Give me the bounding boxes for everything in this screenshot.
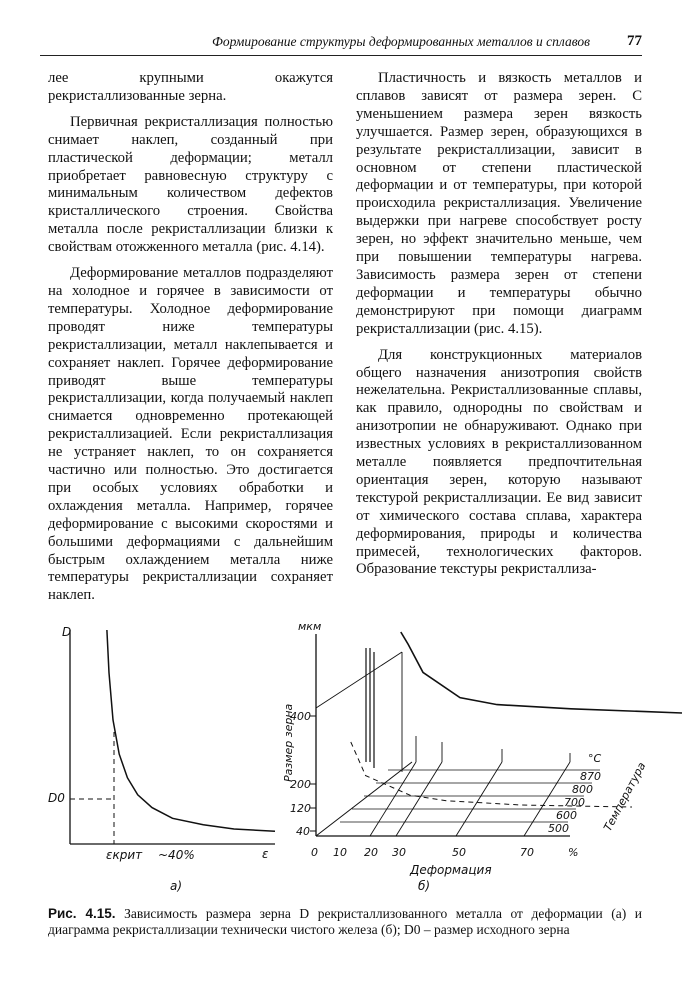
figure-svg: [40, 612, 649, 902]
panel-b-xtick: 10: [333, 846, 347, 859]
panel-b-depth-axis: [316, 762, 412, 836]
panel-b: [282, 620, 682, 893]
slice-line: [370, 762, 416, 836]
paragraph: лее крупными окажутся рекристаллизованные зерна.: [48, 70, 333, 104]
header-rule: [40, 55, 642, 56]
panel-b-ytick: 120: [290, 802, 311, 815]
panel-b-temp-unit: °C: [588, 752, 602, 765]
panel-b-xlabel: Деформация: [410, 863, 492, 877]
panel-a: [48, 625, 275, 893]
panel-b-curve-870: [401, 632, 682, 713]
slice-line: [316, 652, 402, 708]
panel-a-xmarker-40: ~40%: [158, 848, 195, 862]
panel-a-d0-label: D0: [48, 791, 65, 805]
panel-b-xtick: 50: [452, 846, 466, 859]
panel-b-xtick: 0: [311, 846, 318, 859]
panel-b-ytick: 40: [296, 825, 310, 838]
panel-b-xtick: 30: [392, 846, 406, 859]
paragraph: Для конструкционных материалов общего назначения анизотропия свойств нежелательна. Рекристаллизованные сплавы, как правило, однородны по свойствам и анизотропии не обнаруживают. Однако при известных условиях в рекристаллизованном металле появляется предпочтительная ориентация зерен, которую называют текстурой рекристаллизации. Ее вид зависит от химического состава сплава, характера деформирования, природы и количества примесей, технологических факторов. Образование текстуры рекристаллиза-: [356, 346, 642, 578]
paragraph: Первичная рекристаллизация полностью снимает наклеп, созданный при пластической деформации; металл приобретает равновесную структуру с минимальным количеством дефектов кристаллического строения. Свойства металла после рекристаллизации близки к свойствам отожженного металла (рис. 4.14).: [48, 113, 333, 256]
panel-b-temp-tick: 600: [556, 809, 577, 822]
panel-b-temp-label: Температура: [601, 760, 649, 834]
panel-b-deformation-slices: [316, 648, 570, 836]
paragraph: Деформирование металлов подразделяют на холодное и горячее в зависимости от температуры. Холодное деформирование проводят ниже температуры рекристаллизации, металл наклепывается и сохраняет наклеп. Горячее деформирование приводят выше температуры рекристаллизации, когда получаемый наклеп снимается одновременно протекающей рекристаллизацией. Если рекристаллизация не устраняет наклеп, то он сохраняется частично или полностью. Это достигается при особых условиях обработки и охлаждения металла. Например, горячее деформирование с высокими скоростями и большими деформациями с дальнейшим быстрым охлаждением металла ниже температуры рекристаллизации сохраняет наклеп.: [48, 265, 333, 604]
running-header: [40, 28, 642, 56]
panel-b-ytick: 400: [290, 710, 311, 723]
caption-text: Зависимость размера зерна D рекристаллизованного металла от деформации (а) и диаграмма рекристаллизации технически чистого железа (б); D0 – размер исходного зерна: [48, 906, 642, 937]
figure-caption: [48, 906, 642, 938]
panel-b-xtick: 20: [364, 846, 378, 859]
running-title: Формирование структуры деформированных металлов и сплавов: [212, 34, 590, 49]
panel-b-temp-tick: 700: [564, 796, 585, 809]
panel-b-label: б): [418, 879, 431, 893]
right-column: [356, 70, 642, 587]
panel-a-curve: [107, 630, 275, 831]
panel-a-ylabel: D: [62, 625, 72, 639]
left-column: [48, 70, 333, 613]
panel-a-xlabel: ε: [262, 847, 269, 861]
panel-b-ylabel: Размер зерна: [282, 703, 295, 782]
slice-line: [456, 762, 502, 836]
figure-4-15: [40, 612, 649, 902]
panel-a-xmarker-critical: εкрит: [106, 848, 143, 862]
panel-b-temp-tick: 800: [572, 783, 593, 796]
caption-label: Рис. 4.15.: [48, 906, 116, 921]
paragraph: Пластичность и вязкость металлов и сплавов зависят от размера зерен. С уменьшением размера зерен вязкость улучшается. Размер зерен, образующихся в результате рекристаллизации, зависит в основном от степени пластической деформации и от температуры, при которой происходила рекристаллизация. Увеличение выдержки при нагреве способствует росту зерен, но эффект значительно меньше, чем при повышении температуры нагрева. Зависимость размера зерен от степени деформации и температуры обычно демонстрируют при помощи диаграмм рекристаллизации (рис. 4.15).: [356, 70, 642, 337]
panel-b-x-unit: %: [568, 846, 579, 859]
panel-b-y-unit: мкм: [298, 620, 322, 633]
panel-a-label: а): [170, 879, 183, 893]
panel-b-xtick: 70: [520, 846, 534, 859]
panel-b-temp-tick: 870: [580, 770, 601, 783]
panel-b-ytick: 200: [290, 778, 311, 791]
panel-b-temp-tick: 500: [548, 822, 569, 835]
page-number: 77: [627, 33, 642, 49]
